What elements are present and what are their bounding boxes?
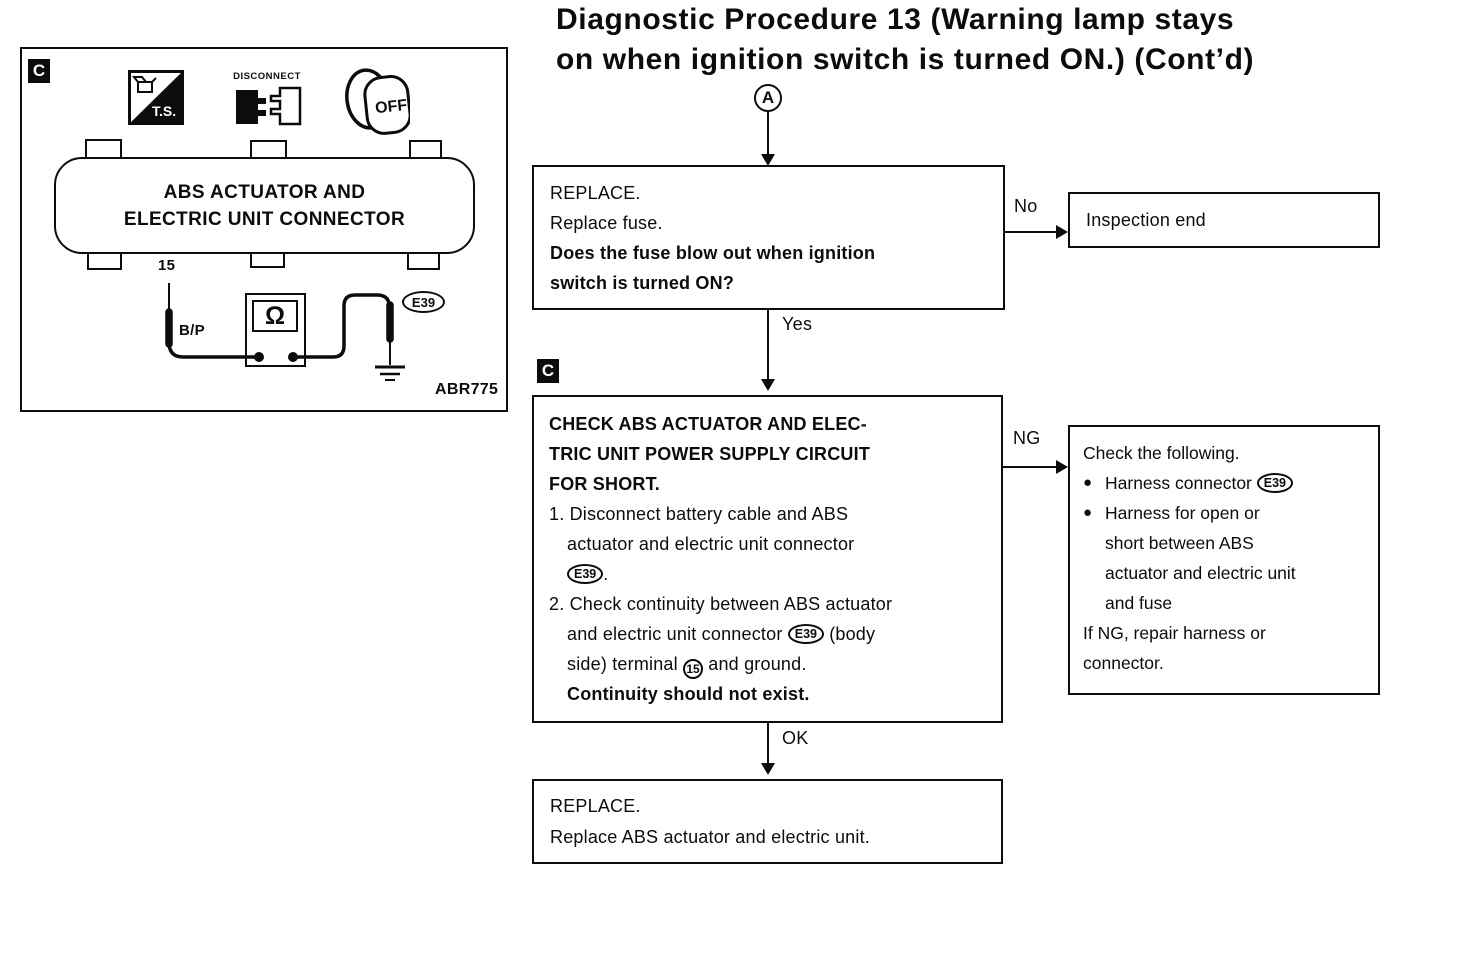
connector-ref-badge: E39 xyxy=(788,624,824,644)
connector-tab xyxy=(85,139,122,159)
wire-color-label: B/P xyxy=(179,322,205,339)
disconnect-icon-label: DISCONNECT xyxy=(233,71,301,82)
step-action: Replace ABS actuator and electric unit. xyxy=(550,827,870,847)
check-item2-text: and ground. xyxy=(708,654,807,674)
flow-line xyxy=(1005,231,1057,233)
bullet2-text: Harness for open or xyxy=(1105,503,1260,523)
branch-label-no: No xyxy=(1014,196,1038,216)
check-heading: CHECK ABS ACTUATOR AND ELEC- xyxy=(549,414,867,434)
page-title-line1: Diagnostic Procedure 13 (Warning lamp stays xyxy=(556,3,1235,36)
check-heading: TRIC UNIT POWER SUPPLY CIRCUIT xyxy=(549,444,871,464)
check-following-footer: connector. xyxy=(1083,653,1164,673)
terminal-15-label: 15 xyxy=(158,257,176,274)
ground-icon xyxy=(375,367,405,380)
step-question: Does the fuse blow out when ignition xyxy=(550,243,876,263)
step-question: switch is turned ON? xyxy=(550,273,735,293)
branch-label-ng: NG xyxy=(1013,428,1041,448)
branch-label-ok: OK xyxy=(782,728,809,748)
figure-code: ABR775 xyxy=(435,381,499,398)
check-item2-text: and electric unit connector xyxy=(567,624,783,644)
check-result: Continuity should not exist. xyxy=(567,684,810,704)
figure-panel xyxy=(20,47,508,412)
arrow-down-icon xyxy=(761,763,775,775)
check-following-bullet2: short between ABS xyxy=(1105,533,1254,553)
connector-ref-badge: E39 xyxy=(567,564,603,584)
page-title xyxy=(556,0,1426,80)
check-following-footer: If NG, repair harness or xyxy=(1083,623,1266,643)
bullet1-text: Harness connector xyxy=(1105,473,1252,493)
ohmmeter xyxy=(245,293,306,367)
step-title: REPLACE. xyxy=(550,183,641,203)
flow-box-inspection-end xyxy=(1068,192,1380,248)
figure-panel-label: C xyxy=(28,59,50,83)
abs-unit-connector xyxy=(54,157,475,254)
flow-step-label-c: C xyxy=(537,359,559,383)
ts-icon-label: T.S. xyxy=(152,103,177,119)
connector-name-line2: ELECTRIC UNIT CONNECTOR xyxy=(123,208,406,230)
check-following-title: Check the following. xyxy=(1083,443,1240,463)
arrow-right-icon xyxy=(1056,460,1068,474)
check-following-bullet2 xyxy=(1083,498,1365,528)
flow-connector-a: A xyxy=(754,84,782,112)
check-item1: 1. Disconnect battery cable and ABS xyxy=(549,504,849,524)
flow-line xyxy=(767,112,769,156)
disconnect-icon xyxy=(234,82,304,135)
flow-line xyxy=(1003,466,1056,468)
connector-ref-badge: E39 xyxy=(1257,473,1293,493)
step-action: Replace fuse. xyxy=(550,213,663,233)
flow-box-replace-fuse xyxy=(532,165,1005,310)
bullet-icon: ● xyxy=(1083,504,1093,521)
flow-box-check-following xyxy=(1068,425,1380,695)
step-title: REPLACE. xyxy=(550,796,641,816)
check-item1 xyxy=(549,559,986,589)
inspection-end-text: Inspection end xyxy=(1086,210,1206,230)
check-following-bullet1 xyxy=(1083,468,1365,498)
check-following-bullet2: actuator and electric unit xyxy=(1105,563,1296,583)
flow-line xyxy=(767,723,769,765)
check-following-bullet2: and fuse xyxy=(1105,593,1173,613)
check-item2: 2. Check continuity between ABS actuator xyxy=(549,594,893,614)
check-item2 xyxy=(549,619,986,649)
check-item1: actuator and electric unit connector xyxy=(567,534,855,554)
flow-line xyxy=(767,310,769,381)
check-heading: FOR SHORT. xyxy=(549,474,661,494)
flow-box-check-circuit xyxy=(532,395,1003,723)
ts-tool-icon xyxy=(128,70,184,130)
key-off-label: OFF xyxy=(374,96,409,118)
bullet-icon: ● xyxy=(1083,474,1093,491)
check-item2 xyxy=(549,649,986,679)
connector-ref-badge: E39 xyxy=(402,291,445,313)
ohm-symbol: Ω xyxy=(252,300,298,332)
page-title-line2: on when ignition switch is turned ON.) (Cont’d) xyxy=(556,43,1255,76)
terminal-ref-badge: 15 xyxy=(683,659,703,679)
flow-box-replace-unit xyxy=(532,779,1003,864)
check-item1-period: . xyxy=(603,564,609,584)
check-item2-text: side) terminal xyxy=(567,654,678,674)
ignition-key-off-icon xyxy=(342,67,410,140)
arrow-down-icon xyxy=(761,379,775,391)
arrow-right-icon xyxy=(1056,225,1068,239)
branch-label-yes: Yes xyxy=(782,314,813,334)
check-item2-text: (body xyxy=(829,624,876,644)
connector-name-line1: ABS ACTUATOR AND xyxy=(163,181,366,203)
